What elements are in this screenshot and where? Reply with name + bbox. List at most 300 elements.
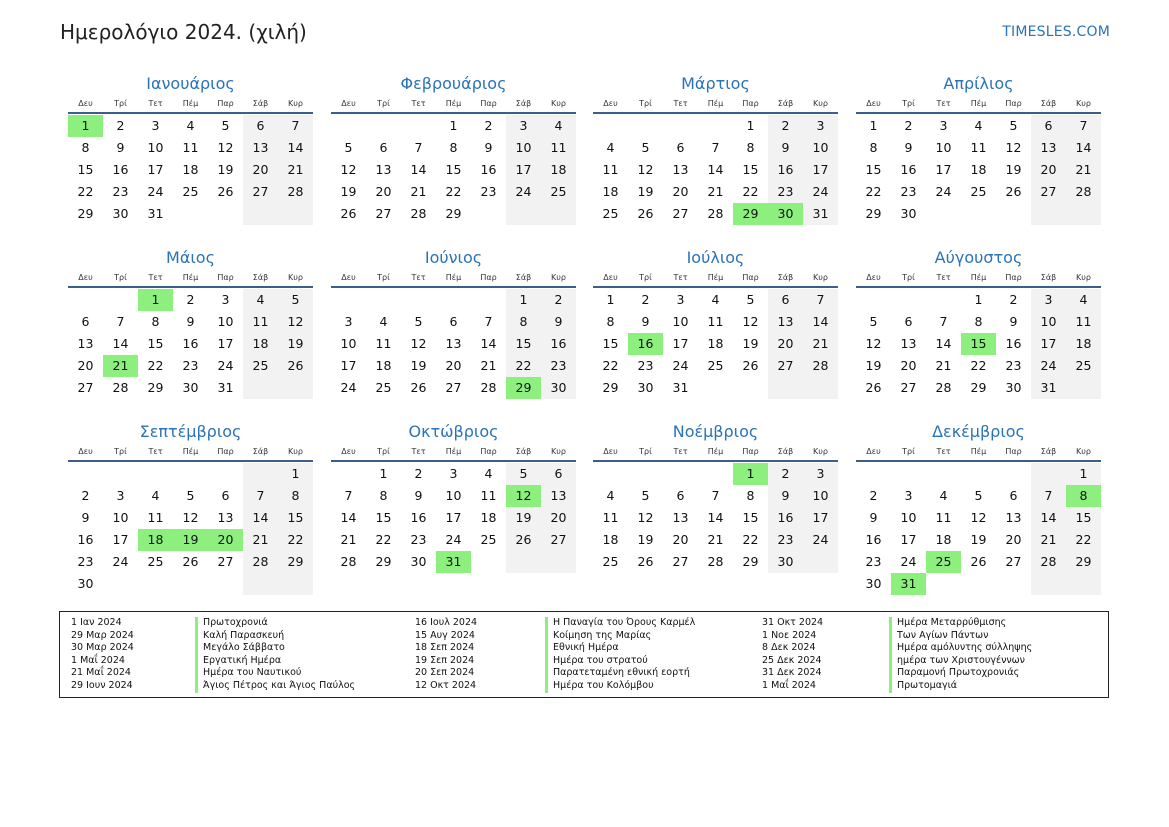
- day-cell: 22: [278, 529, 313, 551]
- day-cell: 7: [1031, 485, 1066, 507]
- day-cell: 20: [445, 358, 462, 373]
- weekday-label: Τρί: [639, 99, 652, 108]
- day-cell: 10: [445, 488, 462, 503]
- empty-day-cell: [891, 289, 926, 311]
- holiday-name: Παραμονή Πρωτοχρονιάς: [889, 667, 1032, 680]
- weekday-header: [331, 96, 576, 114]
- weekday-label: Τρί: [114, 447, 127, 456]
- empty-day-cell: [173, 573, 208, 595]
- empty-day-cell: [331, 115, 366, 137]
- day-cell: 9: [1009, 314, 1018, 329]
- day-cell: 7: [803, 289, 838, 311]
- day-cell: 12: [340, 162, 357, 177]
- day-cell: 27: [375, 206, 392, 221]
- day-cell: 29: [147, 380, 164, 395]
- month-name: Αύγουστος: [934, 248, 1023, 267]
- empty-day-cell: [1066, 573, 1101, 595]
- day-cell: 28: [707, 554, 724, 569]
- day-cell: 23: [865, 554, 882, 569]
- day-cell: 9: [768, 137, 803, 159]
- day-cell: 30: [410, 554, 427, 569]
- empty-day-cell: [698, 463, 733, 485]
- day-cell: 10: [1031, 311, 1066, 333]
- day-cell: 20: [672, 184, 689, 199]
- day-cell: 20: [768, 333, 803, 355]
- day-cell: 23: [1005, 358, 1022, 373]
- month-calendar: [856, 247, 1101, 399]
- weekday-label: Κυρ: [1076, 273, 1091, 282]
- weekday-label: Τρί: [377, 273, 390, 282]
- weekday-label: Πέμ: [707, 273, 724, 282]
- day-cell: 15: [961, 333, 996, 355]
- empty-day-cell: [961, 203, 996, 225]
- day-cell: 16: [865, 532, 882, 547]
- day-cell: 1: [746, 118, 755, 133]
- day-cell: 26: [506, 529, 541, 551]
- day-cell: 3: [506, 115, 541, 137]
- empty-day-cell: [926, 573, 961, 595]
- empty-day-cell: [803, 551, 838, 573]
- day-cell: 8: [606, 314, 615, 329]
- day-cell: 23: [182, 358, 199, 373]
- day-cell: 4: [711, 292, 720, 307]
- day-cell: 23: [77, 554, 94, 569]
- day-cell: 9: [186, 314, 195, 329]
- holiday-names-column-1: [195, 617, 355, 693]
- holiday-dates-column-2: [415, 617, 477, 693]
- day-cell: 16: [480, 162, 497, 177]
- empty-day-cell: [856, 463, 891, 485]
- weekday-label: Δευ: [78, 447, 93, 456]
- empty-day-cell: [628, 115, 663, 137]
- weekday-label: Τετ: [936, 447, 951, 456]
- day-cell: 29: [506, 377, 541, 399]
- day-cell: 27: [541, 529, 576, 551]
- day-cell: 12: [217, 140, 234, 155]
- day-cell: 19: [217, 162, 234, 177]
- day-cell: 19: [506, 507, 541, 529]
- day-cell: 30: [900, 206, 917, 221]
- empty-day-cell: [138, 573, 173, 595]
- weekday-label: Δευ: [341, 99, 356, 108]
- holiday-name: Κοίμηση της Μαρίας: [545, 630, 695, 643]
- empty-day-cell: [506, 203, 541, 225]
- day-cell: 25: [602, 206, 619, 221]
- day-cell: 11: [480, 488, 497, 503]
- day-cell: 12: [506, 485, 541, 507]
- day-cell: 7: [116, 314, 125, 329]
- day-cell: 23: [480, 184, 497, 199]
- day-cell: 18: [970, 162, 987, 177]
- day-cell: 15: [602, 336, 619, 351]
- weekday-label: Τρί: [114, 273, 127, 282]
- day-cell: 6: [449, 314, 458, 329]
- day-cell: 31: [1031, 377, 1066, 399]
- day-cell: 28: [340, 554, 357, 569]
- weekday-header: [68, 270, 313, 288]
- weekday-label: Τετ: [673, 99, 688, 108]
- day-cell: 16: [900, 162, 917, 177]
- weekday-label: Πέμ: [445, 273, 462, 282]
- empty-day-cell: [68, 463, 103, 485]
- day-cell: 9: [484, 140, 493, 155]
- day-cell: 13: [768, 311, 803, 333]
- day-cell: 1: [506, 289, 541, 311]
- day-cell: 14: [340, 510, 357, 525]
- day-cell: 29: [375, 554, 392, 569]
- day-cell: 16: [77, 532, 94, 547]
- weekday-label: Τετ: [148, 273, 163, 282]
- day-cell: 28: [1031, 551, 1066, 573]
- day-cell: 26: [970, 554, 987, 569]
- weekday-label: Παρ: [742, 447, 759, 456]
- day-cell: 8: [151, 314, 160, 329]
- day-cell: 1: [379, 466, 388, 481]
- weekday-label: Δευ: [866, 447, 881, 456]
- empty-day-cell: [803, 377, 838, 399]
- day-cell: 21: [935, 358, 952, 373]
- month-calendar: [68, 73, 313, 225]
- day-cell: 20: [672, 532, 689, 547]
- day-cell: 3: [939, 118, 948, 133]
- empty-day-cell: [926, 463, 961, 485]
- empty-day-cell: [1031, 463, 1066, 485]
- day-cell: 10: [803, 485, 838, 507]
- day-cell: 15: [278, 507, 313, 529]
- day-cell: 29: [77, 206, 94, 221]
- day-cell: 29: [865, 206, 882, 221]
- weekday-label: Τρί: [377, 99, 390, 108]
- day-cell: 16: [112, 162, 129, 177]
- day-cell: 29: [278, 551, 313, 573]
- day-cell: 25: [1066, 355, 1101, 377]
- day-cell: 3: [221, 292, 230, 307]
- holiday-date: 1 Νοε 2024: [762, 629, 817, 641]
- holiday-date: 1 Ιαν 2024: [71, 617, 122, 628]
- day-cell: 4: [974, 118, 983, 133]
- page-title: Ημερολόγιο 2024. (χιλή): [60, 20, 307, 44]
- day-cell: 5: [278, 289, 313, 311]
- day-cell: 17: [147, 162, 164, 177]
- month-name: Φεβρουάριος: [400, 74, 507, 93]
- day-cell: 14: [480, 336, 497, 351]
- day-cell: 4: [939, 488, 948, 503]
- holiday-name: Πρωτομαγιά: [889, 680, 1032, 693]
- weekday-label: Κυρ: [288, 273, 303, 282]
- weekday-label: Σάβ: [777, 99, 794, 108]
- day-cell: 16: [628, 333, 663, 355]
- day-cell: 12: [637, 162, 654, 177]
- day-cell: 12: [410, 336, 427, 351]
- day-cell: 13: [77, 336, 94, 351]
- day-cell: 5: [414, 314, 423, 329]
- day-cell: 21: [803, 333, 838, 355]
- day-cell: 27: [445, 380, 462, 395]
- day-cell: 17: [340, 358, 357, 373]
- day-cell: 31: [672, 380, 689, 395]
- weekday-label: Παρ: [217, 447, 234, 456]
- weekday-label: Δευ: [341, 273, 356, 282]
- day-cell: 5: [344, 140, 353, 155]
- month-calendar: [331, 73, 576, 225]
- day-cell: 30: [768, 551, 803, 573]
- day-cell: 11: [602, 510, 619, 525]
- day-grid: [68, 289, 313, 399]
- day-grid: [331, 289, 576, 399]
- day-cell: 17: [900, 532, 917, 547]
- empty-day-cell: [366, 289, 401, 311]
- day-cell: 20: [375, 184, 392, 199]
- day-cell: 31: [217, 380, 234, 395]
- day-cell: 31: [891, 573, 926, 595]
- day-cell: 10: [803, 137, 838, 159]
- weekday-label: Τετ: [673, 273, 688, 282]
- day-cell: 7: [711, 140, 720, 155]
- day-cell: 18: [480, 510, 497, 525]
- holiday-name: Καλή Παρασκευή: [195, 630, 355, 643]
- day-cell: 2: [641, 292, 650, 307]
- day-cell: 3: [151, 118, 160, 133]
- day-cell: 2: [81, 488, 90, 503]
- weekday-label: Σάβ: [1040, 99, 1057, 108]
- day-cell: 22: [506, 355, 541, 377]
- day-cell: 19: [637, 532, 654, 547]
- weekday-label: Τετ: [411, 447, 426, 456]
- month-calendar: [593, 247, 838, 399]
- day-cell: 28: [243, 551, 278, 573]
- day-cell: 20: [1031, 159, 1066, 181]
- holiday-name: Εργατική Ημέρα: [195, 655, 355, 668]
- holiday-date: 1 Μαΐ 2024: [71, 654, 125, 666]
- holiday-names-column-2: [545, 617, 695, 693]
- day-cell: 30: [77, 576, 94, 591]
- weekday-header: [856, 96, 1101, 114]
- day-cell: 24: [935, 184, 952, 199]
- empty-day-cell: [996, 463, 1031, 485]
- day-cell: 27: [672, 206, 689, 221]
- empty-day-cell: [768, 377, 803, 399]
- empty-day-cell: [278, 377, 313, 399]
- day-cell: 30: [637, 380, 654, 395]
- day-cell: 9: [641, 314, 650, 329]
- holiday-name: Εθνική Ημέρα: [545, 642, 695, 655]
- day-cell: 24: [1031, 355, 1066, 377]
- day-cell: 25: [182, 184, 199, 199]
- day-cell: 31: [147, 206, 164, 221]
- day-cell: 22: [375, 532, 392, 547]
- day-grid: [68, 115, 313, 225]
- day-grid: [68, 463, 313, 595]
- empty-day-cell: [471, 203, 506, 225]
- empty-day-cell: [331, 463, 366, 485]
- weekday-label: Σάβ: [252, 99, 269, 108]
- day-cell: 29: [970, 380, 987, 395]
- day-cell: 8: [746, 140, 755, 155]
- day-cell: 13: [672, 510, 689, 525]
- day-cell: 12: [278, 311, 313, 333]
- day-cell: 26: [1005, 184, 1022, 199]
- day-cell: 8: [81, 140, 90, 155]
- day-cell: 5: [506, 463, 541, 485]
- day-cell: 21: [340, 532, 357, 547]
- day-cell: 13: [217, 510, 234, 525]
- day-cell: 25: [375, 380, 392, 395]
- empty-day-cell: [401, 289, 436, 311]
- day-cell: 18: [541, 159, 576, 181]
- day-cell: 18: [375, 358, 392, 373]
- weekday-label: Σάβ: [1040, 447, 1057, 456]
- day-cell: 4: [606, 488, 615, 503]
- day-cell: 10: [112, 510, 129, 525]
- holiday-name: Ημέρα αμόλυντης σύλληψης: [889, 642, 1032, 655]
- day-cell: 24: [803, 529, 838, 551]
- weekday-header: [593, 444, 838, 462]
- day-cell: 14: [803, 311, 838, 333]
- day-cell: 9: [768, 485, 803, 507]
- empty-day-cell: [961, 573, 996, 595]
- empty-day-cell: [331, 289, 366, 311]
- day-cell: 22: [742, 532, 759, 547]
- day-cell: 19: [865, 358, 882, 373]
- day-cell: 8: [1066, 485, 1101, 507]
- day-cell: 28: [803, 355, 838, 377]
- month-calendar: [68, 247, 313, 399]
- empty-day-cell: [173, 463, 208, 485]
- weekday-label: Τετ: [411, 99, 426, 108]
- day-cell: 10: [935, 140, 952, 155]
- day-grid: [856, 463, 1101, 595]
- day-cell: 29: [602, 380, 619, 395]
- day-cell: 27: [1031, 181, 1066, 203]
- empty-day-cell: [471, 289, 506, 311]
- day-cell: 14: [410, 162, 427, 177]
- day-cell: 5: [1009, 118, 1018, 133]
- day-cell: 24: [900, 554, 917, 569]
- day-cell: 24: [112, 554, 129, 569]
- day-cell: 26: [340, 206, 357, 221]
- weekday-label: Πέμ: [182, 273, 199, 282]
- day-cell: 14: [1066, 137, 1101, 159]
- day-cell: 11: [602, 162, 619, 177]
- weekday-label: Παρ: [742, 273, 759, 282]
- empty-day-cell: [1031, 573, 1066, 595]
- day-cell: 7: [711, 488, 720, 503]
- day-cell: 1: [138, 289, 173, 311]
- day-cell: 8: [278, 485, 313, 507]
- day-cell: 12: [637, 510, 654, 525]
- day-cell: 4: [186, 118, 195, 133]
- holiday-name: Η Παναγία του Όρους Καρμέλ: [545, 617, 695, 630]
- day-cell: 8: [449, 140, 458, 155]
- day-cell: 26: [637, 554, 654, 569]
- day-cell: 13: [375, 162, 392, 177]
- day-cell: 14: [278, 137, 313, 159]
- day-cell: 22: [742, 184, 759, 199]
- month-calendar: [68, 421, 313, 595]
- weekday-label: Κυρ: [288, 447, 303, 456]
- day-cell: 30: [1005, 380, 1022, 395]
- holiday-name: Πρωτοχρονιά: [195, 617, 355, 630]
- day-cell: 1: [974, 292, 983, 307]
- month-name: Μάρτιος: [681, 74, 750, 93]
- day-cell: 18: [138, 529, 173, 551]
- day-cell: 9: [541, 311, 576, 333]
- day-cell: 9: [904, 140, 913, 155]
- day-cell: 16: [410, 510, 427, 525]
- day-cell: 25: [480, 532, 497, 547]
- holiday-date: 29 Μαρ 2024: [71, 629, 134, 641]
- month-calendar: [856, 73, 1101, 225]
- day-cell: 24: [445, 532, 462, 547]
- day-cell: 12: [742, 314, 759, 329]
- weekday-label: Κυρ: [813, 99, 828, 108]
- month-calendar: [331, 421, 576, 573]
- empty-day-cell: [593, 463, 628, 485]
- empty-day-cell: [733, 377, 768, 399]
- day-cell: 19: [173, 529, 208, 551]
- day-cell: 19: [742, 336, 759, 351]
- day-cell: 6: [243, 115, 278, 137]
- day-grid: [331, 115, 576, 225]
- day-cell: 24: [340, 380, 357, 395]
- month-name: Σεπτέμβριος: [139, 422, 242, 441]
- weekday-header: [856, 270, 1101, 288]
- day-cell: 22: [77, 184, 94, 199]
- weekday-label: Δευ: [866, 273, 881, 282]
- day-cell: 15: [742, 510, 759, 525]
- day-cell: 5: [641, 488, 650, 503]
- holiday-dates-column-1: [71, 617, 134, 693]
- day-cell: 23: [768, 181, 803, 203]
- day-cell: 7: [939, 314, 948, 329]
- day-cell: 4: [484, 466, 493, 481]
- weekday-label: Τετ: [936, 273, 951, 282]
- day-cell: 14: [1031, 507, 1066, 529]
- day-cell: 11: [375, 336, 392, 351]
- day-cell: 6: [221, 488, 230, 503]
- day-cell: 6: [1009, 488, 1018, 503]
- day-cell: 6: [904, 314, 913, 329]
- day-cell: 18: [243, 333, 278, 355]
- holiday-name: Άγιος Πέτρος και Άγιος Παύλος: [195, 680, 355, 693]
- day-cell: 12: [970, 510, 987, 525]
- day-cell: 24: [217, 358, 234, 373]
- day-cell: 3: [803, 463, 838, 485]
- holiday-name: Ημέρα του Κολόμβου: [545, 680, 695, 693]
- day-cell: 14: [243, 507, 278, 529]
- holidays-list: [59, 611, 1109, 698]
- day-cell: 9: [869, 510, 878, 525]
- day-cell: 28: [707, 206, 724, 221]
- day-cell: 1: [1066, 463, 1101, 485]
- day-cell: 8: [379, 488, 388, 503]
- day-cell: 12: [1005, 140, 1022, 155]
- empty-day-cell: [593, 115, 628, 137]
- month-name: Απρίλιος: [943, 74, 1014, 93]
- day-cell: 26: [865, 380, 882, 395]
- day-grid: [593, 115, 838, 225]
- day-cell: 3: [904, 488, 913, 503]
- weekday-label: Παρ: [1005, 273, 1022, 282]
- weekday-label: Πέμ: [970, 99, 987, 108]
- site-link[interactable]: TIMESLES.COM: [1002, 24, 1110, 40]
- day-cell: 21: [1066, 159, 1101, 181]
- day-cell: 7: [344, 488, 353, 503]
- empty-day-cell: [541, 551, 576, 573]
- day-cell: 26: [410, 380, 427, 395]
- day-cell: 10: [217, 314, 234, 329]
- day-cell: 27: [77, 380, 94, 395]
